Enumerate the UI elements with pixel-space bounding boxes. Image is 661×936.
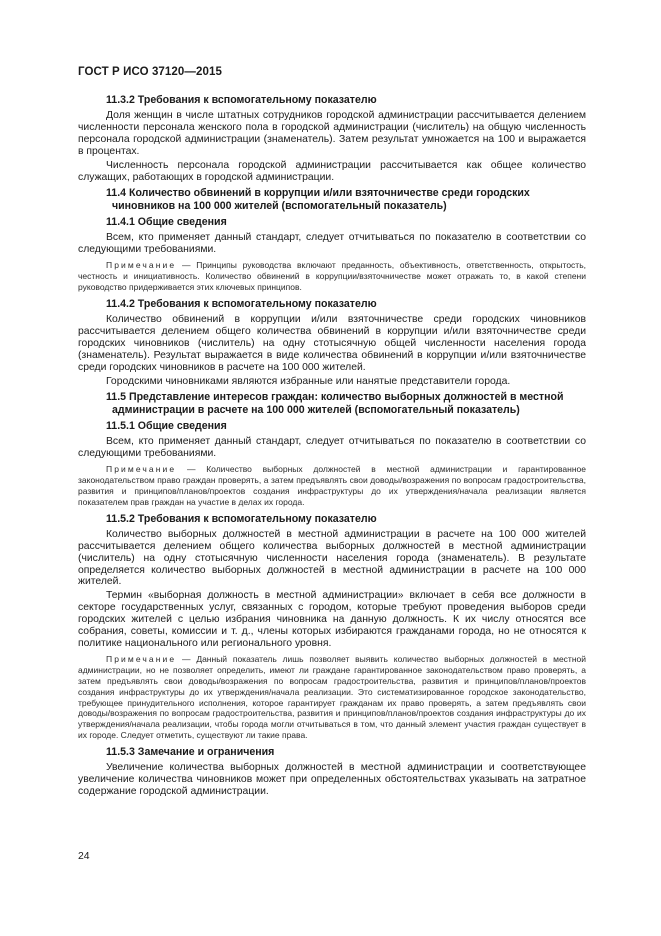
note-text: — Принципы руководства включают преданность, объективность, ответственность, открытость, честность и инициативность. Количество обвинений в коррупции/взяточничестве может отражать то, в какой степени руководство придерживается этих ключевых принципов. xyxy=(78,260,586,293)
heading-line: чиновников на 100 000 жителей (вспомогательный показатель) xyxy=(112,200,447,213)
note xyxy=(78,464,586,508)
paragraph: Увеличение количества выборных должностей в местной администрации и соответствующее увеличение количества чиновников может при определенных обстоятельствах указывать на затратное содержание городской администрации. xyxy=(78,762,586,797)
heading-line: 11.4 Количество обвинений в коррупции и/или взяточничестве среди городских xyxy=(106,187,530,200)
paragraph: Всем, кто применяет данный стандарт, следует отчитываться по показателю в соответствии со следующими требованиями. xyxy=(78,232,586,256)
note-text: — Данный показатель лишь позволяет выявить количество выборных должностей в местной администрации, но не позволяет определить, имеют ли граждане гарантированное законодательством право проверять, а затем предъявлять свои доводы/возражения по вопросам градостроительства, развития и принципов/планов/проектов создания инфраструктуры до их утверждения/начала реализации. Это систематизированное городское законодательство, требующее принудительного исполнения, которое гарантирует гражданам их право проверять, а затем предъявлять свои доводы/возражения по вопросам градостроительства, развития и принципов/планов/проектов создания инфраструктуры до их утверждения/начала реализации, чтобы города могли отчитываться в том, что данный элемент участия граждан существует в их городе. Следует отметить, существуют ли такие права. xyxy=(78,653,586,741)
paragraph: Количество выборных должностей в местной администрации в расчете на 100 000 жителей рассчитывается делением общего количества выборных должностей в местной администрации (числитель) на одну стотысячную численности населения города (знаменатель). В результате определяется количество выборных должностей в местной администрации в расчете на 100 000 жителей. xyxy=(78,528,586,588)
heading-line: администрации в расчете на 100 000 жителей (вспомогательный показатель) xyxy=(112,404,520,417)
section-heading-11-3-2: 11.3.2 Требования к вспомогательному показателю xyxy=(106,94,377,106)
paragraph: Всем, кто применяет данный стандарт, следует отчитываться по показателю в соответствии со следующими требованиями. xyxy=(78,436,586,460)
note xyxy=(78,654,586,741)
note-label: Примечание xyxy=(106,653,177,664)
heading-line: 11.5 Представление интересов граждан: количество выборных должностей в местной xyxy=(106,391,564,404)
note-label: Примечание xyxy=(106,464,177,475)
document-body xyxy=(78,94,586,800)
section-heading-11-5-2: 11.5.2 Требования к вспомогательному показателю xyxy=(106,512,377,525)
page-number: 24 xyxy=(78,851,90,862)
section-heading-11-4 xyxy=(78,187,586,213)
section-heading-11-5-3: 11.5.3 Замечание и ограничения xyxy=(106,746,275,759)
note-label: Примечание xyxy=(106,260,177,271)
section-heading-11-4-1: 11.4.1 Общие сведения xyxy=(106,216,227,229)
note-text: — Количество выборных должностей в местной администрации и гарантированное законодательством право граждан проверять, а затем предъявлять свои доводы/возражения по вопросам градостроительства, развития и принципов/планов/проектов создания инфраструктуры до их утверждения/начала реализации является показателем прав граждан на участие в делах их города. xyxy=(78,464,586,507)
paragraph: Количество обвинений в коррупции и/или взяточничестве среди городских чиновников рассчитывается делением общего количества обвинений в коррупции и/или взяточничестве среди городских чиновников (числитель) на одну стотысячную общей численности населения города (знаменатель). Результат выражается в виде количества обвинений в коррупции и/или взяточничестве среди городских чиновников в расчете на 100 000 жителей. xyxy=(78,313,586,373)
section-heading-11-5 xyxy=(78,391,586,417)
paragraph: Термин «выборная должность в местной администрации» включает в себя все должности в секторе государственных услуг, связанных с городом, которые требуют проведения выборов среди городских жителей с целью избрания чиновника на данную должность. К их числу относятся все собрания, советы, комиссии и т. д., члены которых избираются гражданами города, но не относятся к политике национального или регионального уровня. xyxy=(78,590,586,649)
document-header: ГОСТ Р ИСО 37120—2015 xyxy=(78,66,223,78)
section-heading-11-4-2: 11.4.2 Требования к вспомогательному показателю xyxy=(106,297,377,310)
note xyxy=(78,260,586,293)
section-heading-11-5-1: 11.5.1 Общие сведения xyxy=(106,420,227,433)
paragraph: Доля женщин в числе штатных сотрудников городской администрации рассчитывается делением численности персонала женского пола в городской администрации (числитель) на общую численность персонала городской администрации (знаменатель). Затем результат умножается на 100 и выражается в процентах. xyxy=(78,110,586,157)
paragraph: Численность персонала городской администрации рассчитывается как общее количество служащих, работающих в городской администрации. xyxy=(78,159,586,183)
paragraph: Городскими чиновниками являются избранные или нанятые представители города. xyxy=(106,375,511,387)
